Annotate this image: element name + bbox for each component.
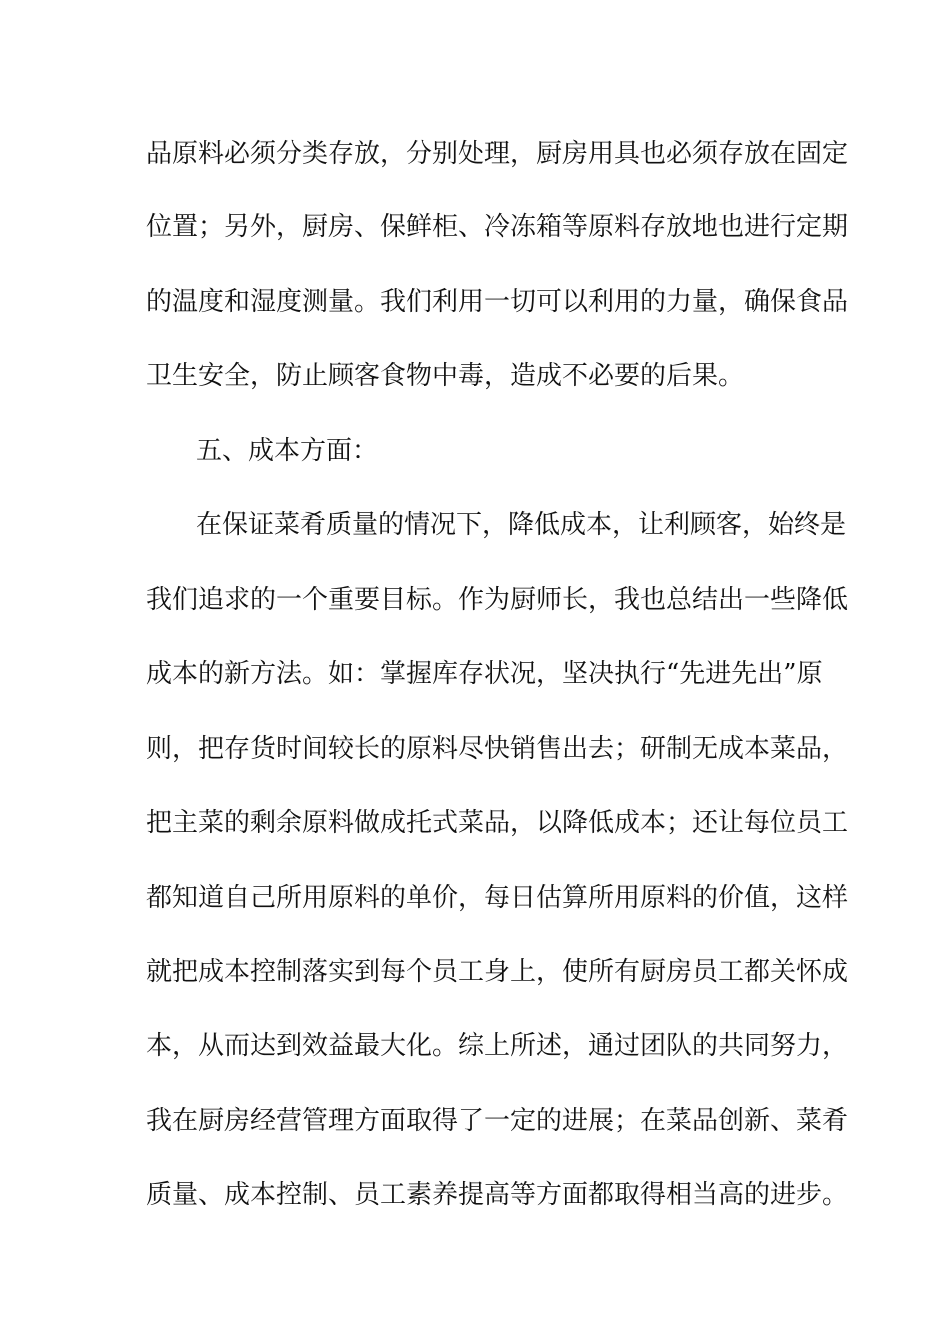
text-line: 质量、成本控制、员工素养提高等方面都取得相当高的进步。 [146,1180,849,1210]
text-line: 就把成本控制落实到每个员工身上，使所有厨房员工都关怀成 [146,957,849,987]
text-line: 则，把存货时间较长的原料尽快销售出去；研制无成本菜品， [146,734,849,764]
text-line: 都知道自己所用原料的单价，每日估算所用原料的价值，这样 [146,883,849,913]
section-heading: 五、成本方面： [196,436,379,466]
text-line: 的温度和湿度测量。我们利用一切可以利用的力量，确保食品 [146,287,849,317]
text-line: 成本的新方法。如：掌握库存状况，坚决执行“先进先出”原 [146,659,823,689]
text-line: 我在厨房经营管理方面取得了一定的进展；在菜品创新、菜肴 [146,1106,849,1136]
text-line: 卫生安全，防止顾客食物中毒，造成不必要的后果。 [146,361,745,391]
text-line: 我们追求的一个重要目标。作为厨师长，我也总结出一些降低 [146,585,849,615]
text-line: 把主菜的剩余原料做成托式菜品，以降低成本；还让每位员工 [146,808,849,838]
text-line: 位置；另外，厨房、保鲜柜、冷冻箱等原料存放地也进行定期 [146,212,849,242]
paragraph-first-line: 在保证菜肴质量的情况下，降低成本，让利顾客，始终是 [196,510,847,540]
text-line: 品原料必须分类存放，分别处理，厨房用具也必须存放在固定 [146,139,849,169]
text-line: 本，从而达到效益最大化。综上所述，通过团队的共同努力， [146,1031,849,1061]
